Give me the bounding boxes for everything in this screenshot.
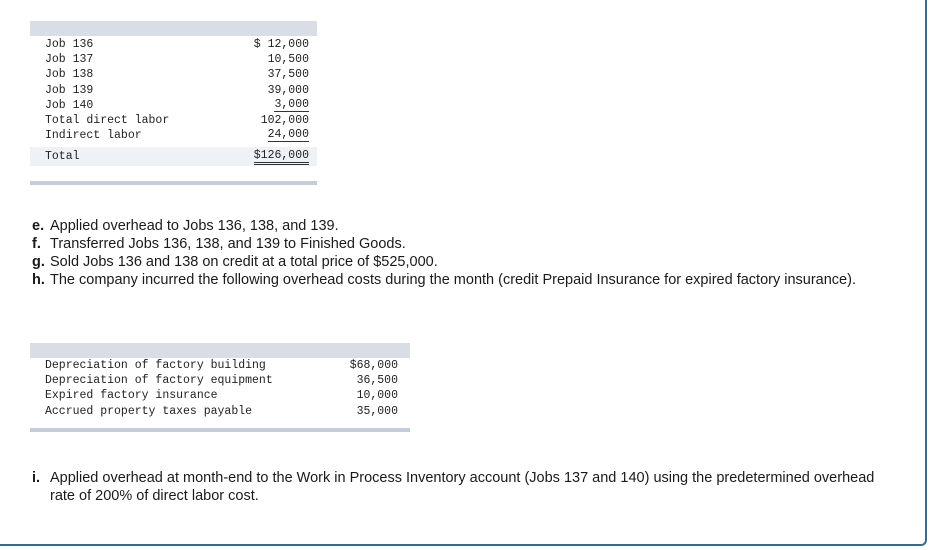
row-label: Depreciation of factory building [45, 359, 266, 372]
row-amount: $126,000 [254, 149, 309, 165]
row-amount: 36,500 [356, 374, 398, 388]
row-label: Job 140 [45, 98, 94, 112]
row-amount: $ 12,000 [253, 38, 309, 51]
row-label: Depreciation of factory equipment [45, 374, 273, 388]
row-amount: 10,500 [267, 53, 309, 67]
row-label: Total direct labor [45, 113, 170, 127]
transaction-item [32, 217, 882, 235]
row-label: Accrued property taxes payable [45, 404, 253, 418]
table-row [30, 52, 317, 67]
row-amount: 24,000 [267, 128, 309, 142]
table-footer-bar [30, 181, 317, 185]
transaction-key: f. [32, 236, 41, 252]
transaction-item [32, 235, 882, 253]
transaction-text: Sold Jobs 136 and 138 on credit at a total price of $525,000. [50, 254, 438, 270]
transaction-key: g. [32, 254, 45, 270]
row-amount: 39,000 [267, 83, 309, 97]
row-amount: 102,000 [260, 113, 309, 127]
table-row [30, 128, 317, 143]
row-amount: 35,000 [356, 404, 398, 418]
transaction-key: e. [32, 218, 45, 234]
row-label: Job 138 [45, 68, 94, 82]
table-row [30, 67, 317, 82]
table-row [30, 98, 317, 113]
table-row [30, 113, 317, 128]
table-header-bar [30, 21, 317, 36]
row-amount: 3,000 [274, 97, 309, 111]
row-label: Indirect labor [45, 129, 142, 143]
table-row [30, 147, 317, 166]
table-row [30, 358, 410, 373]
row-label: Job 137 [45, 53, 94, 67]
transactions-e-to-h [32, 217, 882, 289]
transaction-key: h. [32, 272, 45, 288]
row-amount: 10,000 [356, 389, 398, 403]
row-amount: $68,000 [349, 359, 398, 372]
transaction-text: The company incurred the following overhead costs during the month (credit Prepaid Insurance for expired factory insurance). [50, 272, 856, 288]
table-row [30, 388, 410, 403]
transaction-key: i. [32, 470, 41, 486]
transaction-item [32, 271, 882, 289]
transaction-item [32, 253, 882, 271]
transaction-i [32, 469, 892, 505]
transaction-text: Applied overhead at month-end to the Work in Process Inventory account (Jobs 137 and 140) using the predetermined overhead rate of 200% of direct labor cost. [50, 470, 875, 504]
transaction-text: Transferred Jobs 136, 138, and 139 to Finished Goods. [50, 236, 406, 252]
row-label: Expired factory insurance [45, 389, 218, 403]
transaction-text: Applied overhead to Jobs 136, 138, and 139. [50, 218, 339, 234]
row-label: Total [45, 150, 80, 164]
row-amount: 37,500 [267, 68, 309, 82]
row-label: Job 139 [45, 83, 94, 97]
table-row [30, 37, 317, 52]
row-label: Job 136 [45, 38, 94, 51]
table-row [30, 404, 410, 419]
table-row [30, 83, 317, 98]
labor-cost-table [30, 21, 317, 185]
table-header-bar [30, 343, 410, 358]
table-row [30, 373, 410, 388]
table-footer-bar [30, 428, 410, 432]
overhead-cost-table [30, 343, 410, 432]
